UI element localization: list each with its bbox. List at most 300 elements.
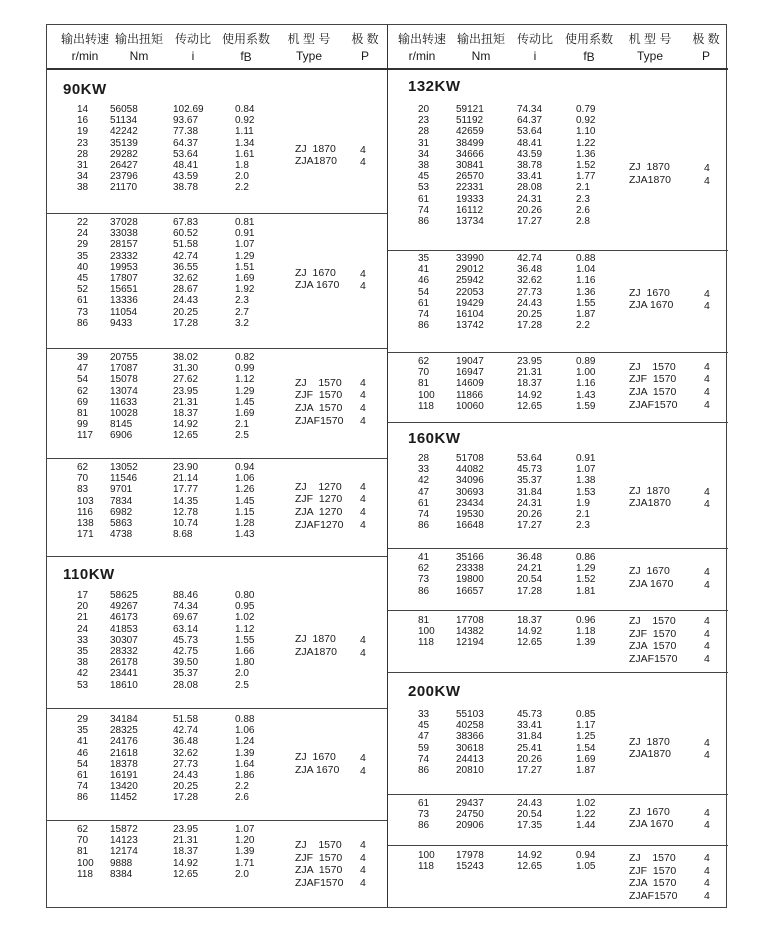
model-type: ZJF 1570 [295, 851, 343, 864]
torque-cell: 12194 [456, 637, 484, 649]
speed-cell: 73 [77, 306, 89, 318]
speed-cell: 86 [418, 764, 430, 776]
speed-cell: 86 [418, 585, 430, 597]
model-group [388, 453, 728, 546]
torque-cell: 34096 [456, 475, 484, 487]
pole-count: 4 [704, 806, 710, 819]
header-factor: 使用系数 [564, 32, 614, 46]
torque-cell: 20755 [110, 352, 138, 363]
factor-cell: 1.71 [235, 857, 255, 869]
speed-cell: 46 [418, 275, 430, 287]
speed-cell: 81 [418, 615, 430, 626]
pole-counts [360, 752, 366, 777]
ratio-cell: 24.43 [173, 769, 199, 781]
section-title: 90KW [63, 81, 107, 98]
pole-count: 4 [360, 401, 366, 414]
factor-cell: 0.92 [576, 115, 596, 127]
ratio-cell: 74.34 [173, 601, 199, 613]
model-type: ZJF 1270 [295, 493, 343, 506]
model-type: ZJA 1670 [629, 818, 674, 831]
model-type: ZJ 1670 [295, 266, 336, 279]
factor-cell: 1.45 [235, 495, 255, 507]
model-type: ZJAF1570 [629, 398, 678, 411]
ratio-cell: 42.75 [173, 645, 199, 657]
torque-cell: 19047 [456, 356, 484, 367]
pole-counts [704, 162, 710, 187]
speed-cell: 86 [77, 792, 89, 804]
factor-cell: 1.43 [235, 529, 255, 541]
factor-cell: 1.8 [235, 159, 249, 171]
torque-cell: 29012 [456, 264, 484, 276]
model-type: ZJ 1870 [295, 142, 336, 155]
model-group [47, 590, 387, 706]
torque-cell: 58625 [110, 590, 138, 601]
factor-cell: 1.07 [235, 239, 255, 251]
table-row [388, 378, 618, 389]
torque-cell: 23332 [110, 250, 138, 262]
table-row [47, 770, 277, 781]
table-row [388, 487, 618, 498]
ratio-cell: 48.41 [517, 137, 543, 149]
torque-cell: 20810 [456, 764, 484, 776]
speed-cell: 117 [77, 430, 93, 442]
data-rows [47, 824, 277, 880]
factor-cell: 2.5 [235, 679, 249, 691]
speed-cell: 86 [77, 317, 89, 329]
speed-cell: 31 [418, 137, 430, 149]
ratio-cell: 12.65 [173, 868, 199, 880]
pole-count: 4 [704, 360, 710, 373]
table-row [388, 820, 618, 831]
speed-cell: 86 [418, 520, 430, 532]
ratio-cell: 102.69 [173, 104, 204, 115]
table-row [47, 182, 277, 193]
ratio-cell: 33.41 [517, 720, 543, 732]
model-type: ZJ 1670 [295, 751, 336, 764]
torque-cell: 11866 [456, 389, 484, 401]
header-torque-unit: Nm [471, 49, 491, 63]
data-rows [47, 217, 277, 329]
speed-cell: 41 [418, 264, 430, 276]
table-row [388, 765, 618, 776]
speed-cell: 100 [77, 857, 94, 869]
pole-count: 4 [704, 385, 710, 398]
torque-cell: 56058 [110, 104, 138, 115]
speed-cell: 21 [77, 612, 89, 624]
pole-count: 4 [704, 852, 710, 865]
ratio-cell: 23.90 [173, 462, 199, 473]
table-row [388, 809, 618, 820]
torque-cell: 23796 [110, 171, 138, 183]
speed-cell: 100 [418, 626, 435, 638]
section-title: 132KW [408, 78, 461, 95]
speed-cell: 61 [77, 769, 89, 781]
ratio-cell: 12.65 [173, 430, 199, 442]
data-rows [388, 104, 618, 227]
table-row [388, 563, 618, 574]
torque-cell: 19800 [456, 574, 484, 586]
speed-cell: 100 [418, 850, 435, 861]
table-row [388, 615, 618, 626]
factor-cell: 1.39 [235, 747, 255, 759]
model-types [295, 751, 339, 776]
table-row [388, 861, 618, 872]
factor-cell: 2.1 [235, 419, 249, 431]
table-row [388, 720, 618, 731]
pole-count: 4 [704, 653, 710, 666]
table-row [47, 736, 277, 747]
table-row [388, 356, 618, 367]
torque-cell: 23441 [110, 668, 138, 680]
torque-cell: 16104 [456, 308, 484, 320]
table-row [47, 748, 277, 759]
factor-cell: 2.3 [576, 193, 590, 205]
factor-cell: 0.79 [576, 104, 596, 115]
factor-cell: 2.6 [235, 792, 249, 804]
group-divider [388, 610, 728, 611]
model-type: ZJF 1570 [629, 864, 677, 877]
torque-cell: 42242 [110, 126, 138, 138]
table-row [388, 498, 618, 509]
torque-cell: 23434 [456, 497, 484, 509]
group-divider [388, 548, 728, 549]
speed-cell: 74 [418, 508, 430, 520]
pole-count: 4 [704, 890, 710, 903]
ratio-cell: 14.92 [517, 389, 543, 401]
table-row [388, 275, 618, 286]
model-group [47, 352, 387, 456]
table-row [47, 473, 277, 484]
model-group [388, 356, 728, 420]
model-type: ZJA 1670 [629, 299, 674, 312]
pole-counts [360, 839, 366, 889]
factor-cell: 1.07 [576, 464, 596, 476]
factor-cell: 1.36 [576, 148, 596, 160]
pole-counts [704, 852, 710, 902]
torque-cell: 38499 [456, 137, 484, 149]
torque-cell: 8145 [110, 419, 133, 431]
table-row [47, 714, 277, 725]
torque-cell: 21618 [110, 747, 138, 759]
factor-cell: 1.44 [576, 820, 596, 832]
factor-cell: 0.86 [576, 552, 596, 563]
model-type: ZJ 1870 [629, 161, 670, 174]
ratio-cell: 64.37 [173, 137, 199, 149]
table-row [47, 217, 277, 228]
speed-cell: 83 [77, 484, 89, 496]
group-divider [388, 845, 728, 846]
ratio-cell: 35.37 [173, 668, 199, 680]
factor-cell: 1.18 [576, 626, 596, 638]
torque-cell: 55103 [456, 709, 484, 720]
speed-cell: 62 [418, 356, 430, 367]
speed-cell: 62 [77, 824, 89, 835]
pole-count: 4 [360, 267, 366, 280]
header-factor: 使用系数 [221, 32, 271, 46]
model-group [388, 552, 728, 608]
speed-cell: 14 [77, 104, 89, 115]
table-row [47, 408, 277, 419]
table-row [47, 171, 277, 182]
model-types [295, 633, 337, 658]
factor-cell: 1.55 [576, 297, 596, 309]
torque-cell: 14382 [456, 626, 484, 638]
table-row [47, 612, 277, 623]
ratio-cell: 17.28 [517, 320, 543, 332]
ratio-cell: 20.26 [517, 753, 543, 765]
torque-cell: 13734 [456, 215, 484, 227]
ratio-cell: 17.27 [517, 520, 543, 532]
torque-cell: 10028 [110, 407, 138, 419]
model-type: ZJ 1870 [629, 735, 670, 748]
pole-count: 4 [704, 615, 710, 628]
speed-cell: 33 [418, 464, 430, 476]
torque-cell: 15078 [110, 374, 138, 386]
ratio-cell: 24.31 [517, 193, 543, 205]
group-divider [388, 422, 728, 423]
factor-cell: 1.22 [576, 137, 596, 149]
model-type: ZJA1870 [629, 748, 672, 761]
speed-cell: 45 [77, 272, 89, 284]
table-row [388, 182, 618, 193]
table-row [388, 731, 618, 742]
table-row [47, 160, 277, 171]
factor-cell: 0.91 [576, 453, 596, 464]
torque-cell: 17807 [110, 272, 138, 284]
ratio-cell: 17.27 [517, 215, 543, 227]
table-row [47, 104, 277, 115]
torque-cell: 13052 [110, 462, 138, 473]
torque-cell: 22053 [456, 286, 484, 298]
ratio-cell: 60.52 [173, 228, 199, 240]
data-rows [47, 462, 277, 540]
torque-cell: 13420 [110, 781, 138, 793]
model-type: ZJA 1670 [295, 279, 340, 292]
ratio-cell: 18.37 [517, 378, 543, 390]
data-rows [47, 104, 277, 194]
ratio-cell: 27.73 [173, 758, 199, 770]
factor-cell: 1.26 [235, 484, 255, 496]
speed-cell: 31 [77, 159, 89, 171]
speed-cell: 70 [77, 835, 89, 847]
header-model-unit: Type [295, 49, 323, 63]
model-type: ZJ 1670 [629, 805, 670, 818]
factor-cell: 1.16 [576, 378, 596, 390]
torque-cell: 30618 [456, 742, 484, 754]
ratio-cell: 18.37 [517, 615, 543, 626]
factor-cell: 1.10 [576, 126, 596, 138]
speed-cell: 29 [77, 714, 89, 725]
torque-cell: 6906 [110, 430, 133, 442]
ratio-cell: 33.41 [517, 171, 543, 183]
pole-count: 4 [360, 634, 366, 647]
ratio-cell: 12.65 [517, 400, 543, 412]
pole-count: 4 [704, 578, 710, 591]
ratio-cell: 23.95 [517, 356, 543, 367]
model-types [629, 361, 677, 411]
ratio-cell: 17.28 [173, 317, 199, 329]
model-types [295, 267, 339, 292]
factor-cell: 1.86 [235, 769, 255, 781]
pole-count: 4 [360, 877, 366, 890]
factor-cell: 2.0 [235, 668, 249, 680]
header-model-unit: Type [636, 49, 664, 63]
factor-cell: 1.43 [576, 389, 596, 401]
group-divider [47, 820, 387, 821]
table-row [388, 160, 618, 171]
factor-cell: 1.64 [235, 758, 255, 770]
speed-cell: 23 [77, 137, 89, 149]
torque-cell: 34184 [110, 714, 138, 725]
model-type: ZJ 1670 [629, 565, 670, 578]
speed-cell: 52 [77, 284, 89, 296]
model-type: ZJA1870 [295, 155, 338, 168]
model-group [47, 217, 387, 346]
model-types [629, 565, 673, 590]
table-row [47, 251, 277, 262]
torque-cell: 51134 [110, 115, 138, 127]
ratio-cell: 12.65 [517, 861, 543, 873]
factor-cell: 1.00 [576, 367, 596, 379]
ratio-cell: 38.02 [173, 352, 199, 363]
model-type: ZJ 1670 [629, 286, 670, 299]
speed-cell: 54 [77, 374, 89, 386]
factor-cell: 1.07 [235, 824, 255, 835]
pole-count: 4 [704, 640, 710, 653]
table-row [388, 205, 618, 216]
torque-cell: 20906 [456, 820, 484, 832]
table-row [47, 781, 277, 792]
factor-cell: 2.3 [235, 295, 249, 307]
table-row [47, 149, 277, 160]
torque-cell: 23338 [456, 563, 484, 575]
torque-cell: 9701 [110, 484, 133, 496]
ratio-cell: 28.67 [173, 284, 199, 296]
table-row [47, 518, 277, 529]
speed-cell: 35 [77, 250, 89, 262]
factor-cell: 1.02 [576, 798, 596, 809]
table-row [47, 680, 277, 691]
ratio-cell: 48.41 [173, 159, 199, 171]
speed-cell: 171 [77, 529, 94, 541]
torque-cell: 26178 [110, 657, 138, 669]
pole-count: 4 [704, 287, 710, 300]
model-type: ZJ 1870 [295, 633, 336, 646]
table-row [388, 171, 618, 182]
speed-cell: 24 [77, 623, 89, 635]
pole-counts [360, 268, 366, 293]
model-types [629, 485, 671, 510]
speed-cell: 42 [418, 475, 430, 487]
speed-cell: 118 [77, 868, 93, 880]
table-row [388, 574, 618, 585]
factor-cell: 2.2 [235, 781, 249, 793]
table-row [388, 586, 618, 597]
factor-cell: 0.94 [576, 850, 596, 861]
pole-count: 4 [704, 498, 710, 511]
factor-cell: 0.80 [235, 590, 255, 601]
factor-cell: 1.36 [576, 286, 596, 298]
torque-cell: 5863 [110, 517, 133, 529]
torque-cell: 30841 [456, 159, 484, 171]
model-types [295, 377, 343, 427]
speed-cell: 103 [77, 495, 94, 507]
torque-cell: 16191 [110, 769, 138, 781]
factor-cell: 1.39 [235, 846, 255, 858]
factor-cell: 1.54 [576, 742, 596, 754]
ratio-cell: 36.48 [517, 552, 543, 563]
speed-cell: 34 [77, 171, 89, 183]
speed-cell: 23 [418, 115, 430, 127]
speed-cell: 81 [77, 407, 89, 419]
table-row [388, 320, 618, 331]
table-row [47, 835, 277, 846]
model-type: ZJF 1570 [629, 373, 677, 386]
table-row [388, 798, 618, 809]
torque-cell: 11546 [110, 473, 138, 485]
table-row [47, 284, 277, 295]
ratio-cell: 17.28 [517, 585, 543, 597]
model-types [629, 287, 673, 312]
table-row [47, 273, 277, 284]
data-rows [388, 552, 618, 597]
speed-cell: 74 [418, 204, 430, 216]
torque-cell: 11452 [110, 792, 138, 804]
pole-count: 4 [704, 877, 710, 890]
factor-cell: 1.92 [235, 284, 255, 296]
factor-cell: 1.06 [235, 725, 255, 737]
ratio-cell: 23.95 [173, 824, 199, 835]
table-row [47, 295, 277, 306]
torque-cell: 25942 [456, 275, 484, 287]
torque-cell: 17087 [110, 363, 138, 375]
pole-counts [704, 566, 710, 591]
ratio-cell: 17.77 [173, 484, 199, 496]
ratio-cell: 20.26 [517, 508, 543, 520]
speed-cell: 46 [77, 747, 89, 759]
ratio-cell: 67.83 [173, 217, 199, 228]
ratio-cell: 14.92 [517, 626, 543, 638]
torque-cell: 21170 [110, 182, 138, 194]
ratio-cell: 31.84 [517, 731, 543, 743]
torque-cell: 28332 [110, 645, 138, 657]
speed-cell: 118 [418, 861, 434, 873]
factor-cell: 1.06 [235, 473, 255, 485]
pole-count: 4 [360, 414, 366, 427]
torque-cell: 49267 [110, 601, 138, 613]
speed-cell: 45 [418, 171, 430, 183]
speed-cell: 42 [77, 668, 89, 680]
pole-count: 4 [360, 851, 366, 864]
model-type: ZJAF1570 [295, 414, 344, 427]
group-divider [388, 672, 728, 673]
factor-cell: 1.16 [576, 275, 596, 287]
factor-cell: 1.81 [576, 585, 596, 597]
factor-cell: 1.53 [576, 486, 596, 498]
table-row [388, 520, 618, 531]
torque-cell: 44082 [456, 464, 484, 476]
speed-cell: 34 [418, 148, 430, 160]
speed-cell: 35 [77, 725, 89, 737]
ratio-cell: 64.37 [517, 115, 543, 127]
ratio-cell: 43.59 [173, 171, 199, 183]
pole-counts [704, 807, 710, 832]
model-type: ZJA1870 [629, 173, 672, 186]
speed-cell: 73 [418, 809, 430, 821]
ratio-cell: 12.78 [173, 506, 199, 518]
factor-cell: 0.88 [235, 714, 255, 725]
ratio-cell: 24.43 [517, 297, 543, 309]
